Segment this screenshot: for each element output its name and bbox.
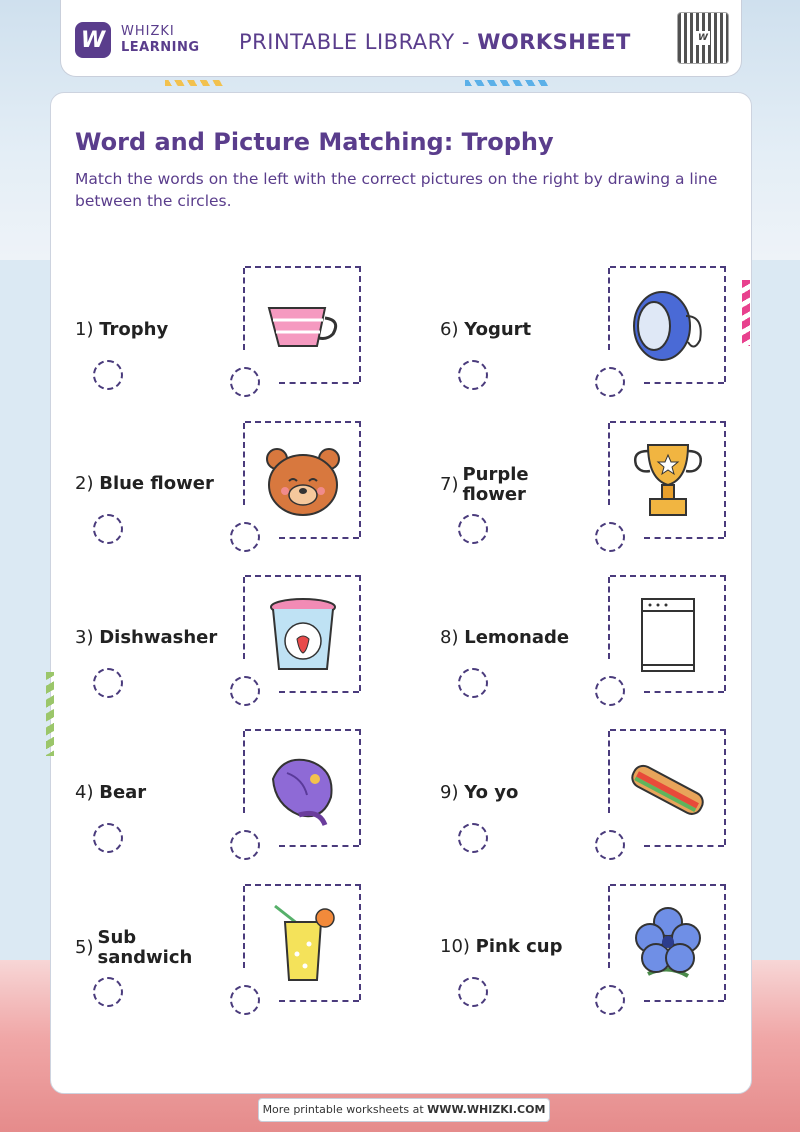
picture-box-trophy	[610, 421, 726, 537]
word-item-5	[75, 928, 207, 968]
word-item-9	[440, 783, 518, 803]
word-number: 3)	[75, 627, 94, 648]
word-text: Yogurt	[464, 319, 532, 340]
footer-banner[interactable]	[258, 1098, 550, 1122]
header-banner	[60, 0, 742, 77]
picture-connector-dot-4[interactable]	[230, 830, 260, 860]
word-text: Lemonade	[464, 627, 570, 648]
word-connector-dot-10[interactable]	[458, 977, 488, 1007]
word-text: Blue flower	[99, 473, 214, 494]
picture-connector-dot-7[interactable]	[595, 522, 625, 552]
footer-prefix: More printable worksheets at	[262, 1103, 428, 1116]
word-number: 2)	[75, 473, 94, 494]
trophy-icon	[628, 441, 708, 521]
word-number: 1)	[75, 319, 94, 340]
footer-site-link[interactable]: WWW.WHIZKI.COM	[427, 1103, 546, 1116]
purple-flower-icon	[263, 749, 343, 829]
picture-connector-dot-9[interactable]	[595, 830, 625, 860]
dishwasher-icon	[628, 595, 708, 675]
picture-connector-dot-1[interactable]	[230, 367, 260, 397]
word-text: Purple flower	[462, 464, 529, 505]
word-connector-dot-9[interactable]	[458, 823, 488, 853]
picture-box-dishwasher	[610, 575, 726, 691]
word-connector-dot-3[interactable]	[93, 668, 123, 698]
picture-box-yo-yo	[610, 266, 726, 382]
header-title	[239, 30, 631, 54]
picture-box-bear	[245, 421, 361, 537]
word-text: Bear	[99, 782, 147, 803]
yellow-stripe-decoration	[165, 80, 225, 86]
word-item-7	[440, 465, 542, 505]
word-connector-dot-5[interactable]	[93, 977, 123, 1007]
picture-box-pink-cup	[245, 266, 361, 382]
bear-icon	[263, 441, 343, 521]
word-text: Trophy	[99, 319, 169, 340]
word-number: 7)	[440, 474, 459, 495]
word-item-3	[75, 628, 217, 648]
picture-connector-dot-8[interactable]	[595, 676, 625, 706]
word-connector-dot-6[interactable]	[458, 360, 488, 390]
word-number: 9)	[440, 782, 459, 803]
lemonade-icon	[263, 904, 343, 984]
word-item-8	[440, 628, 569, 648]
yogurt-icon	[263, 595, 343, 675]
word-item-4	[75, 783, 146, 803]
header-title-prefix: PRINTABLE LIBRARY -	[239, 30, 478, 54]
brand-name[interactable]	[121, 24, 200, 56]
word-connector-dot-4[interactable]	[93, 823, 123, 853]
word-number: 4)	[75, 782, 94, 803]
picture-box-yogurt	[245, 575, 361, 691]
picture-box-sub-sandwich	[610, 729, 726, 845]
word-text: Sub sandwich	[97, 927, 193, 968]
word-number: 5)	[75, 937, 94, 958]
word-text: Dishwasher	[99, 627, 218, 648]
picture-box-blue-flower	[610, 884, 726, 1000]
word-number: 8)	[440, 627, 459, 648]
qr-code-icon[interactable]	[677, 12, 729, 64]
word-item-10	[440, 937, 562, 957]
qr-center-label: W	[696, 31, 710, 45]
sub-sandwich-icon	[628, 749, 708, 829]
whizki-logo-icon[interactable]: W	[75, 22, 111, 58]
word-number: 10)	[440, 936, 470, 957]
header-title-bold: WORKSHEET	[477, 30, 631, 54]
word-item-6	[440, 320, 531, 340]
blue-flower-icon	[628, 904, 708, 984]
word-connector-dot-1[interactable]	[93, 360, 123, 390]
word-text: Pink cup	[475, 936, 563, 957]
word-connector-dot-8[interactable]	[458, 668, 488, 698]
word-item-1	[75, 320, 168, 340]
pink-cup-icon	[263, 286, 343, 366]
word-connector-dot-2[interactable]	[93, 514, 123, 544]
worksheet-title: Word and Picture Matching: Trophy	[75, 128, 554, 156]
picture-connector-dot-3[interactable]	[230, 676, 260, 706]
picture-connector-dot-6[interactable]	[595, 367, 625, 397]
picture-box-purple-flower	[245, 729, 361, 845]
picture-box-lemonade	[245, 884, 361, 1000]
word-number: 6)	[440, 319, 459, 340]
picture-connector-dot-5[interactable]	[230, 985, 260, 1015]
word-text: Yo yo	[464, 782, 519, 803]
pink-stripe-decoration	[742, 280, 750, 346]
word-item-2	[75, 474, 214, 494]
blue-stripe-decoration	[465, 80, 550, 86]
green-stripe-decoration	[46, 672, 54, 756]
worksheet-instructions: Match the words on the left with the correct pictures on the right by drawing a line between the circles.	[75, 170, 718, 210]
brand-line-2: LEARNING	[121, 40, 200, 55]
picture-connector-dot-10[interactable]	[595, 985, 625, 1015]
word-connector-dot-7[interactable]	[458, 514, 488, 544]
brand-line-1: WHIZKI	[121, 24, 175, 39]
yo-yo-icon	[628, 286, 708, 366]
picture-connector-dot-2[interactable]	[230, 522, 260, 552]
